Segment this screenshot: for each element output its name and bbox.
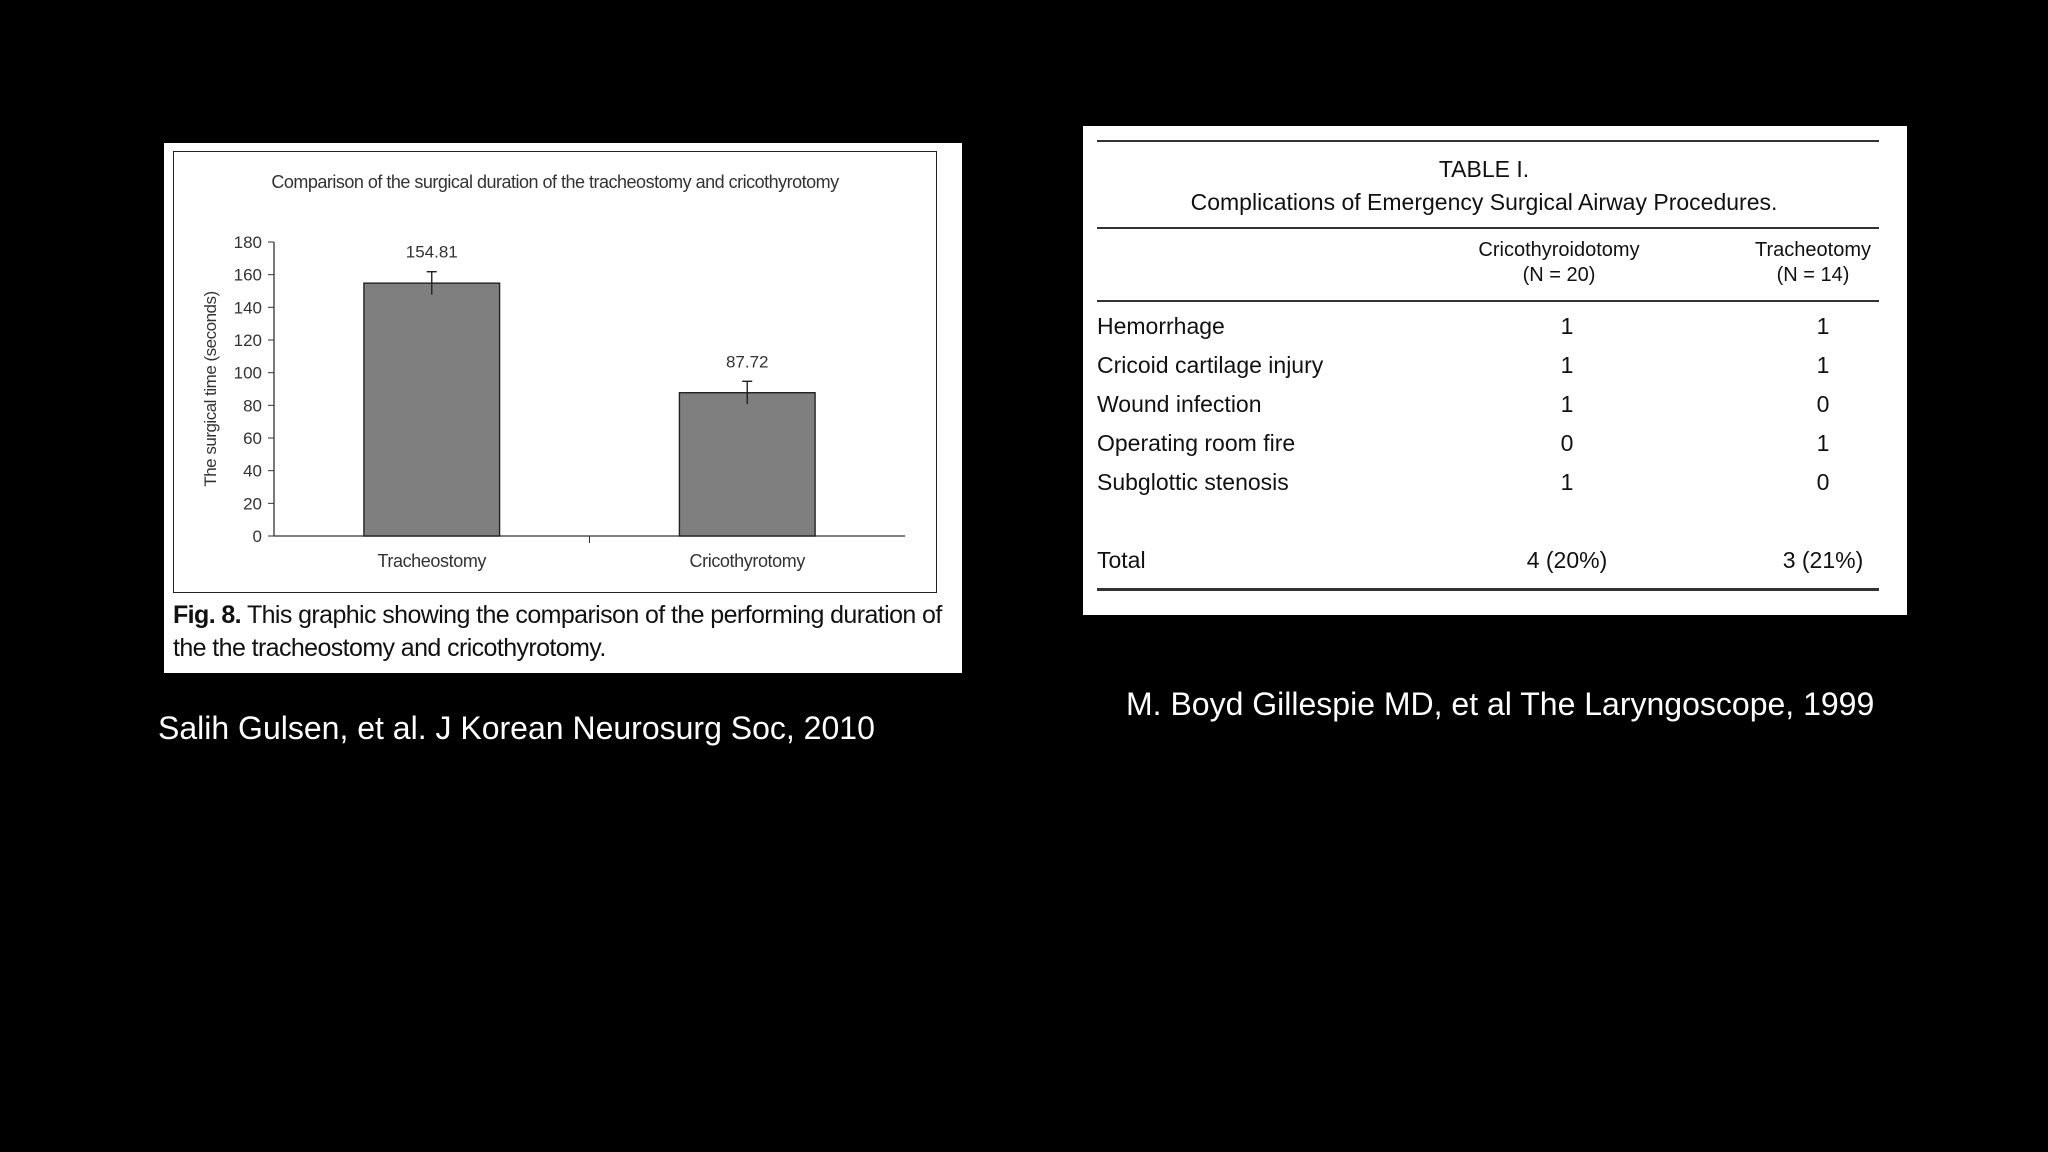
data-label: 87.72	[725, 352, 769, 372]
column-name: Tracheotomy	[1755, 239, 1871, 261]
table-row	[1097, 430, 1879, 462]
x-tick-label: Tracheostomy	[377, 551, 487, 571]
bar-tracheostomy	[364, 283, 500, 536]
y-tick-label: 80	[243, 396, 262, 416]
y-tick-label: 160	[233, 265, 262, 285]
column-header-cricothyroidotomy	[1439, 238, 1679, 288]
citation-right: M. Boyd Gillespie MD, et al The Laryngoscope, 1999	[1126, 686, 1875, 722]
row-value-cricothyroidotomy: 1	[1560, 469, 1574, 495]
y-tick-label: 0	[252, 527, 262, 546]
y-tick-label: 100	[233, 363, 262, 383]
table-total-row	[1097, 547, 1879, 579]
y-axis-label: The surgical time (seconds)	[201, 291, 220, 487]
table-subtitle: Complications of Emergency Surgical Airway Procedures.	[1190, 189, 1778, 215]
row-label: Hemorrhage	[1097, 313, 1225, 339]
y-tick-label: 60	[243, 429, 262, 448]
table-row	[1097, 469, 1879, 501]
figure-caption	[173, 599, 953, 665]
figure-caption-text: This graphic showing the comparison of the performing duration of the the tracheostomy and cricothyrotomy.	[173, 601, 942, 662]
table-panel	[1083, 126, 1907, 615]
row-value-tracheotomy: 1	[1816, 352, 1830, 378]
total-value-tracheotomy: 3 (21%)	[1782, 547, 1864, 573]
column-header-tracheotomy	[1723, 238, 1903, 288]
data-label: 154.81	[405, 242, 458, 262]
column-name: Cricothyroidotomy	[1478, 239, 1640, 261]
bar-chart	[174, 152, 936, 592]
bar-cricothyrotomy	[679, 393, 815, 536]
row-value-cricothyroidotomy: 1	[1560, 352, 1574, 378]
row-value-tracheotomy: 1	[1816, 430, 1830, 456]
total-value-cricothyroidotomy: 4 (20%)	[1526, 547, 1608, 573]
table-row	[1097, 352, 1879, 384]
row-value-cricothyroidotomy: 0	[1560, 430, 1574, 456]
y-tick-label: 20	[243, 494, 262, 514]
x-tick-label: Cricothyrotomy	[689, 551, 805, 571]
table-row	[1097, 391, 1879, 423]
row-label: Cricoid cartilage injury	[1097, 352, 1324, 378]
table-title: TABLE I.	[1438, 156, 1530, 182]
chart-frame	[173, 151, 937, 593]
table-body-rule	[1097, 300, 1879, 302]
y-tick-label: 120	[233, 331, 262, 350]
y-tick-label: 40	[243, 461, 262, 481]
column-n: (N = 20)	[1522, 264, 1596, 286]
row-label: Operating room fire	[1097, 430, 1296, 456]
column-n: (N = 14)	[1776, 264, 1850, 286]
figure-panel	[164, 143, 962, 673]
row-value-tracheotomy: 0	[1816, 391, 1830, 417]
row-label: Subglottic stenosis	[1097, 469, 1289, 495]
table-bottom-rule	[1097, 588, 1879, 591]
row-value-cricothyroidotomy: 1	[1560, 391, 1574, 417]
row-label: Wound infection	[1097, 391, 1262, 417]
y-tick-label: 140	[233, 298, 262, 318]
table-row	[1097, 313, 1879, 345]
chart-title: Comparison of the surgical duration of the tracheostomy and cricothyrotomy	[271, 172, 839, 192]
y-tick-label: 180	[233, 233, 262, 252]
total-label: Total	[1097, 547, 1146, 573]
row-value-cricothyroidotomy: 1	[1560, 313, 1574, 339]
row-value-tracheotomy: 0	[1816, 469, 1830, 495]
citation-left: Salih Gulsen, et al. J Korean Neurosurg Soc, 2010	[158, 710, 875, 746]
table-top-rule	[1097, 140, 1879, 142]
figure-caption-label: Fig. 8.	[173, 601, 242, 629]
row-value-tracheotomy: 1	[1816, 313, 1830, 339]
table-header-rule	[1097, 227, 1879, 229]
